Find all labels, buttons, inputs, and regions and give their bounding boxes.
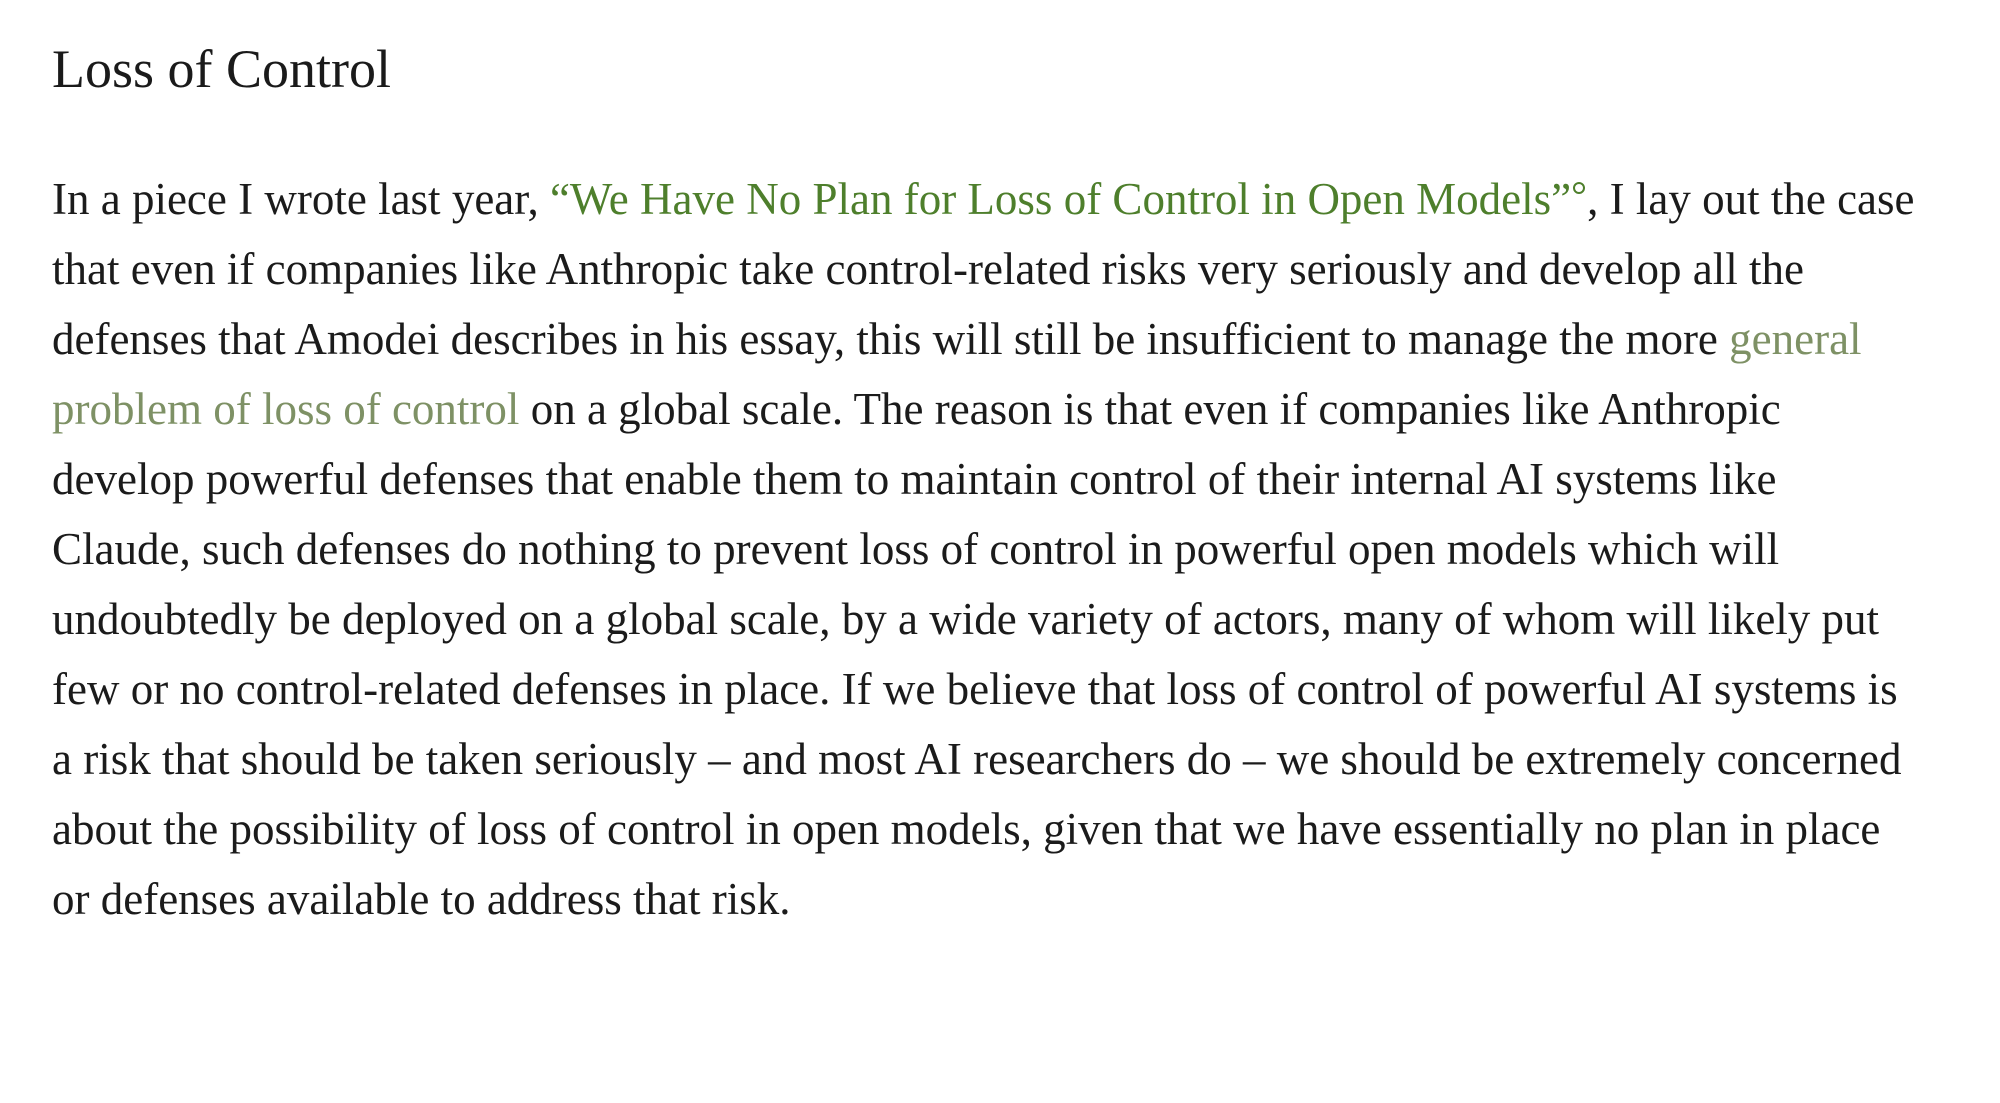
article: [52, 30, 1952, 934]
external-link-icon: [1573, 182, 1585, 194]
section-heading: Loss of Control: [52, 39, 392, 99]
article-link-loss-of-control[interactable]: general problem of loss of control: [52, 314, 1862, 434]
paragraph-text-middle: , I lay out the case that even if companies like Anthropic take control-related risks very seriously and develop all the defenses that Amodei describes in his essay, this will still be insufficient to manage the more: [52, 174, 1915, 364]
body-paragraph: [52, 164, 1922, 934]
paragraph-text-intro: In a piece I wrote last year,: [52, 174, 550, 224]
article-link-no-plan[interactable]: “We Have No Plan for Loss of Control in Open Models”: [549, 174, 1572, 224]
paragraph-text-end: on a global scale. The reason is that even if companies like Anthropic develop powerful defenses that enable them to maintain control of their internal AI systems like Claude, such defenses do nothing to prevent loss of control in powerful open models which will undoubtedly be deployed on a global scale, by a wide variety of actors, many of whom will likely put few or no control-related defenses in place. If we believe that loss of control of powerful AI systems is a risk that should be taken seriously – and most AI researchers do – we should be extremely concerned about the possibility of loss of control in open models, given that we have essentially no plan in place or defenses available to address that risk.: [52, 384, 1902, 924]
